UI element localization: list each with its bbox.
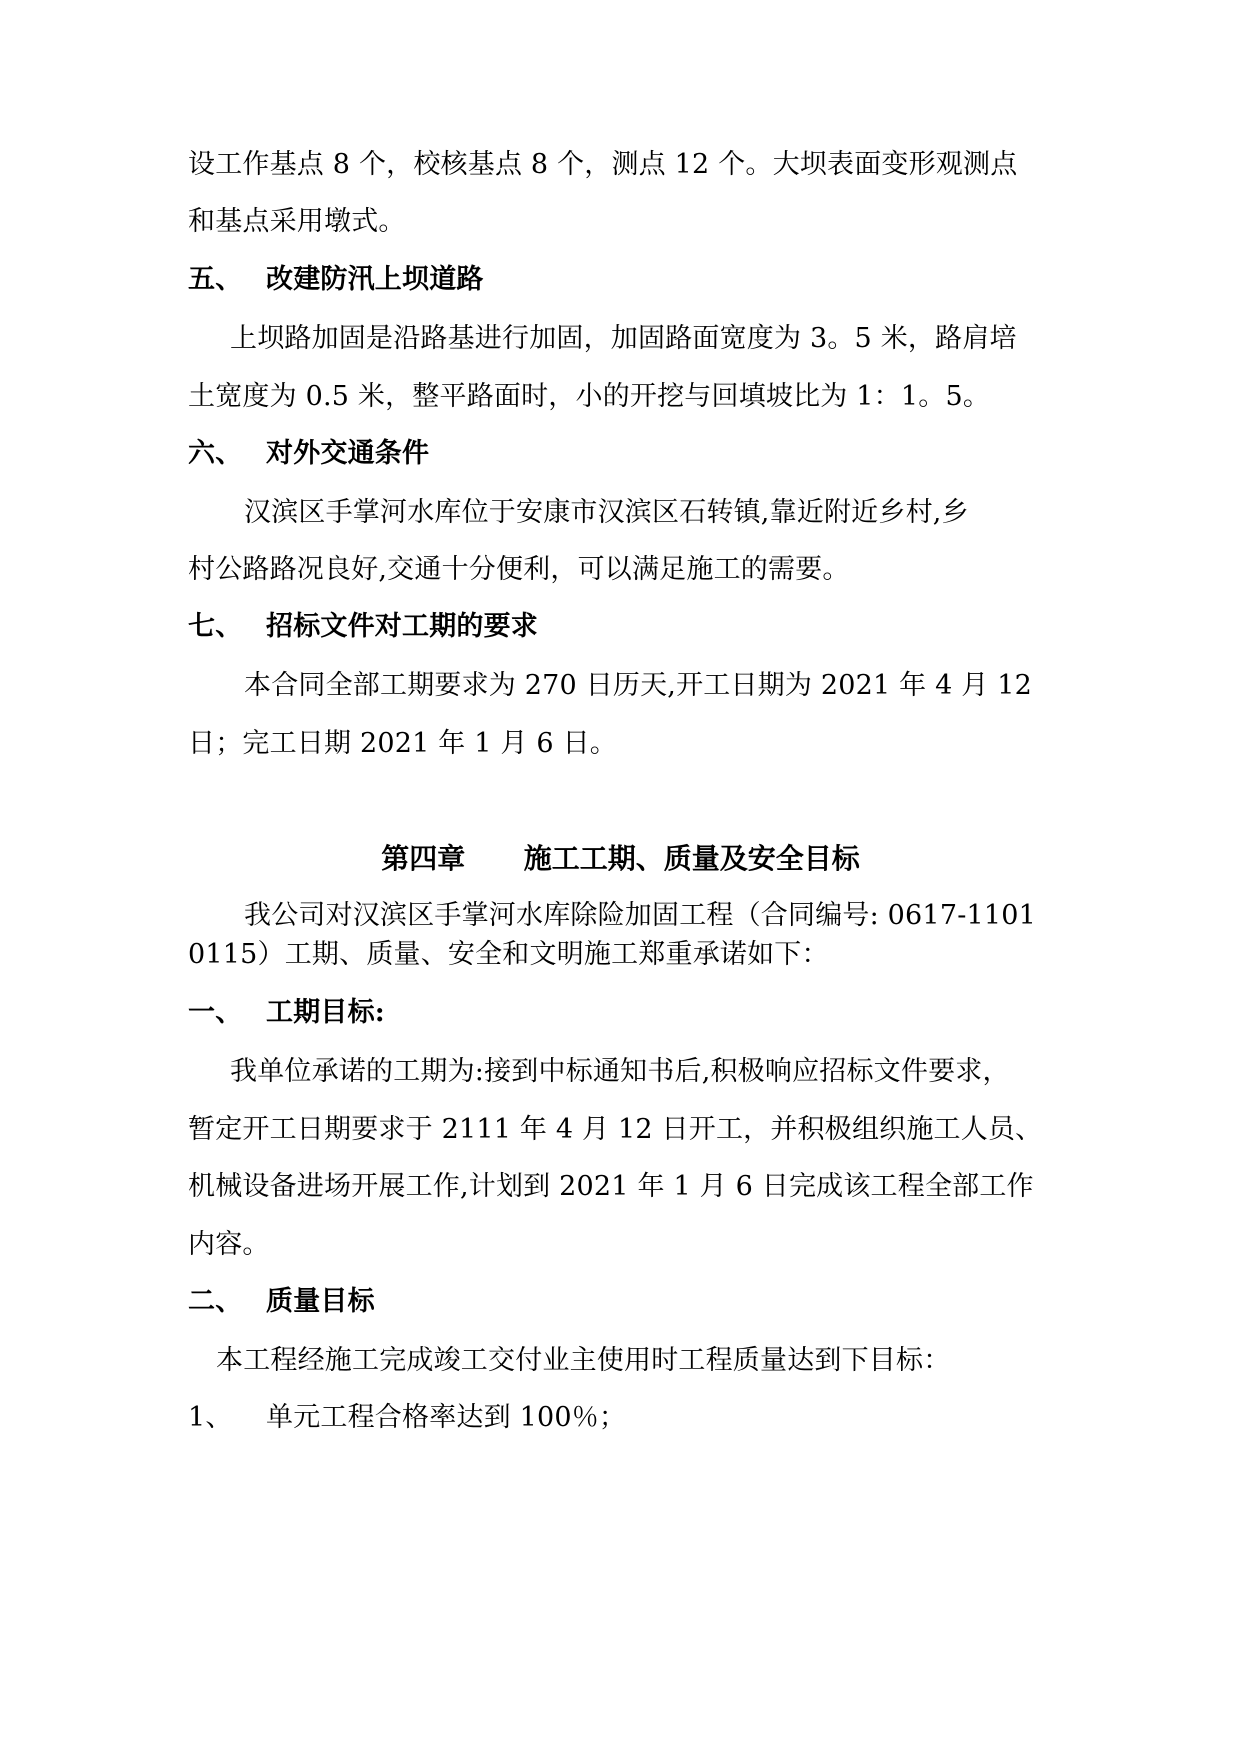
paragraph-line: 0115）工期、质量、安全和文明施工郑重承诺如下： <box>188 939 829 970</box>
paragraph-line: 本合同全部工期要求为 270 日历天,开工日期为 2021 年 4 月 12 <box>244 670 1033 701</box>
heading-number: 六、 <box>188 438 243 469</box>
paragraph-line: 内容。 <box>188 1229 270 1260</box>
heading-number: 五、 <box>188 264 243 295</box>
section-heading-5 <box>188 263 1068 297</box>
section-heading-schedule <box>188 996 1068 1030</box>
heading-number: 一、 <box>188 997 243 1028</box>
paragraph-line: 我单位承诺的工期为:接到中标通知书后,积极响应招标文件要求， <box>230 1056 1010 1087</box>
heading-text: 对外交通条件 <box>266 438 430 469</box>
list-item-text: 单元工程合格率达到 100％； <box>266 1402 627 1433</box>
heading-text: 质量目标 <box>266 1286 375 1317</box>
heading-number: 二、 <box>188 1286 243 1317</box>
paragraph-line: 机械设备进场开展工作,计划到 2021 年 1 月 6 日完成该工程全部工作 <box>188 1171 1034 1202</box>
paragraph-line: 设工作基点 8 个，校核基点 8 个，测点 12 个。大坝表面变形观测点 <box>188 149 1018 180</box>
paragraph-line: 村公路路况良好,交通十分便利，可以满足施工的需要。 <box>188 554 850 585</box>
paragraph-line: 上坝路加固是沿路基进行加固，加固路面宽度为 3。5 米，路肩培 <box>230 323 1017 354</box>
section-heading-quality <box>188 1285 1068 1319</box>
list-item <box>188 1401 1068 1435</box>
section-heading-7 <box>188 610 1068 644</box>
heading-number: 七、 <box>188 611 243 642</box>
paragraph-line: 和基点采用墩式。 <box>188 206 406 237</box>
chapter-title: 第四章 施工工期、质量及安全目标 <box>381 842 860 875</box>
heading-text: 招标文件对工期的要求 <box>266 611 538 642</box>
paragraph-line: 我公司对汉滨区手掌河水库除险加固工程（合同编号: 0617-1101 <box>244 900 1037 931</box>
paragraph-line: 日；完工日期 2021 年 1 月 6 日。 <box>188 728 617 759</box>
heading-text: 工期目标: <box>266 997 385 1028</box>
paragraph-line: 本工程经施工完成竣工交付业主使用时工程质量达到下目标： <box>216 1345 951 1376</box>
paragraph-line: 暂定开工日期要求于 2111 年 4 月 12 日开工，并积极组织施工人员、 <box>188 1114 1043 1145</box>
paragraph-line: 土宽度为 0.5 米，整平路面时，小的开挖与回填坡比为 1：1。5。 <box>188 381 991 412</box>
list-item-number: 1、 <box>188 1402 233 1433</box>
heading-text: 改建防汛上坝道路 <box>266 264 484 295</box>
section-heading-6 <box>188 437 1068 471</box>
paragraph-line: 汉滨区手掌河水库位于安康市汉滨区石转镇,靠近附近乡村,乡 <box>244 497 969 528</box>
